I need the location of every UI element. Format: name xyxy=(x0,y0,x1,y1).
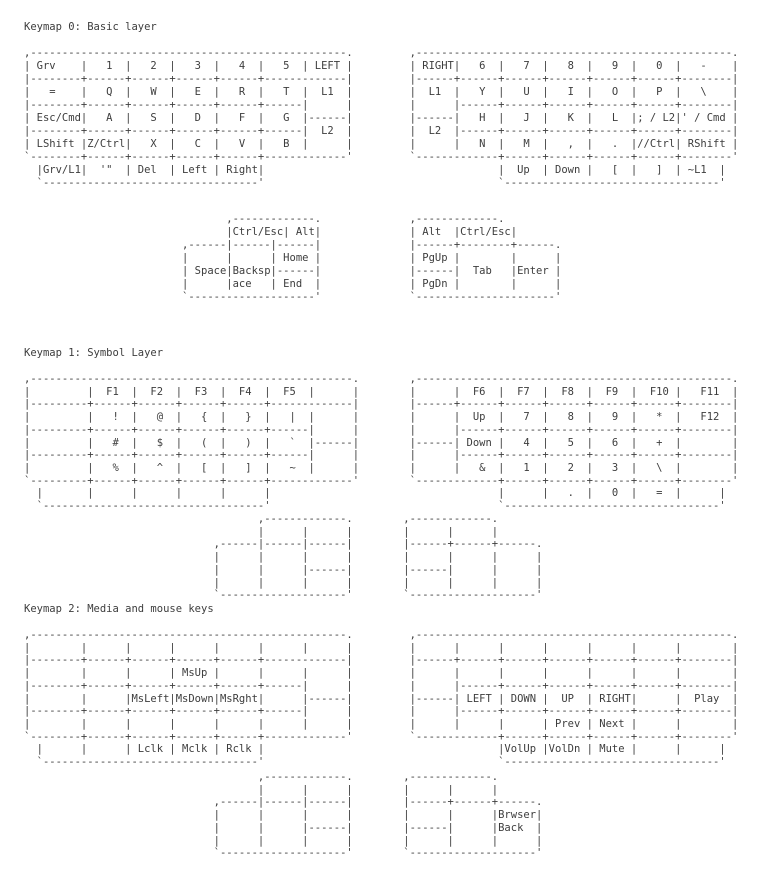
keymap-1-title: Keymap 1: Symbol Layer xyxy=(24,347,164,359)
keymap-2-main-ascii: ,--------------------------------------------------. ,--------------------------------------------------. | | | | | | | | | | | | | | | | |--------+------+------+------+------+-------------| |------+------+------+------+------+------+--------| | | | | MsUp | | | | | | | | | | | | |--------+------+------+------+------+------| | | |------+------+------+------+------+--------| | | |MsLeft|MsDown|MsRght| |------| |------| LEFT | DOWN | UP | RIGHT| | Play | |--------+------+------+------+------+------| | | |------+------+------+------+------+--------| | | | | | | | | | | | | Prev | Next | | | `--------+------+------+------+------+-------------' `-------------+------+------+------+------+--------' | | | Lclk | Mclk | Rclk | |VolUp |VolDn | Mute | | | `----------------------------------' `----------------------------------' xyxy=(24,629,739,769)
keymap-1-thumb-cluster-ascii: ,-------------. ,-------------. | | | | | | ,------|------|------| |------+------+------. | | | | | | | | | | |------| |------| | | | | | | | | | | `--------------------' `--------------------' xyxy=(213,513,543,602)
keymap-2-title: Keymap 2: Media and mouse keys xyxy=(24,603,214,615)
keymap-0-main-ascii: ,--------------------------------------------------. ,--------------------------------------------------. | Grv | 1 | 2 | 3 | 4 | 5 | LEFT | | RIGHT| 6 | 7 | 8 | 9 | 0 | - | |--------+------+------+------+------+-------------| |------+------+------+------+------+------+--------| | = | Q | W | E | R | T | L1 | | L1 | Y | U | I | O | P | \ | |--------+------+------+------+------+------| | | |------+------+------+------+------+--------| | Esc/Cmd| A | S | D | F | G |------| |------| H | J | K | L |; / L2|' / Cmd | |--------+------+------+------+------+------| L2 | | L2 |------+------+------+------+------+--------| | LShift |Z/Ctrl| X | C | V | B | | | | N | M | , | . |//Ctrl| RShift | `--------+------+------+------+------+-------------' `-------------+------+------+------+------+--------' |Grv/L1| '" | Del | Left | Right| | Up | Down | [ | ] | ~L1 | `----------------------------------' `----------------------------------' xyxy=(24,47,739,189)
keymap-2-thumb-cluster-ascii: ,-------------. ,-------------. | | | | | | ,------|------|------| |------+------+------. | | | | | | |Brwser| | | |------| |------| |Back | | | | | | | | | `--------------------' `--------------------' xyxy=(213,771,543,860)
keymap-0-thumb-cluster-ascii: ,-------------. ,-------------. |Ctrl/Esc| Alt| | Alt |Ctrl/Esc| ,------|------|------| |------+--------+------. | | | Home | | PgUp | | | | Space|Backsp|------| |------| Tab |Enter | | |ace | End | | PgDn | | | `--------------------' `----------------------' xyxy=(182,213,562,303)
keymap-1-main-ascii: ,---------------------------------------------------. ,--------------------------------------------------. | | F1 | F2 | F3 | F4 | F5 | | | | F6 | F7 | F8 | F9 | F10 | F11 | |---------+------+------+------+------+-------------| |------+------+------+------+------+------+--------| | | ! | @ | { | } | | | | | | Up | 7 | 8 | 9 | * | F12 | |---------+------+------+------+------+------| | | |------+------+------+------+------+--------| | | # | $ | ( | ) | ` |------| |------| Down | 4 | 5 | 6 | + | | |---------+------+------+------+------+------| | | |------+------+------+------+------+--------| | | % | ^ | [ | ] | ~ | | | | & | 1 | 2 | 3 | \ | | `---------+------+------+------+------+-------------' `-------------+------+------+------+------+--------' | | | | | | | | . | 0 | = | | `-----------------------------------' `----------------------------------' xyxy=(24,373,739,513)
keymap-0-title: Keymap 0: Basic layer xyxy=(24,21,157,33)
